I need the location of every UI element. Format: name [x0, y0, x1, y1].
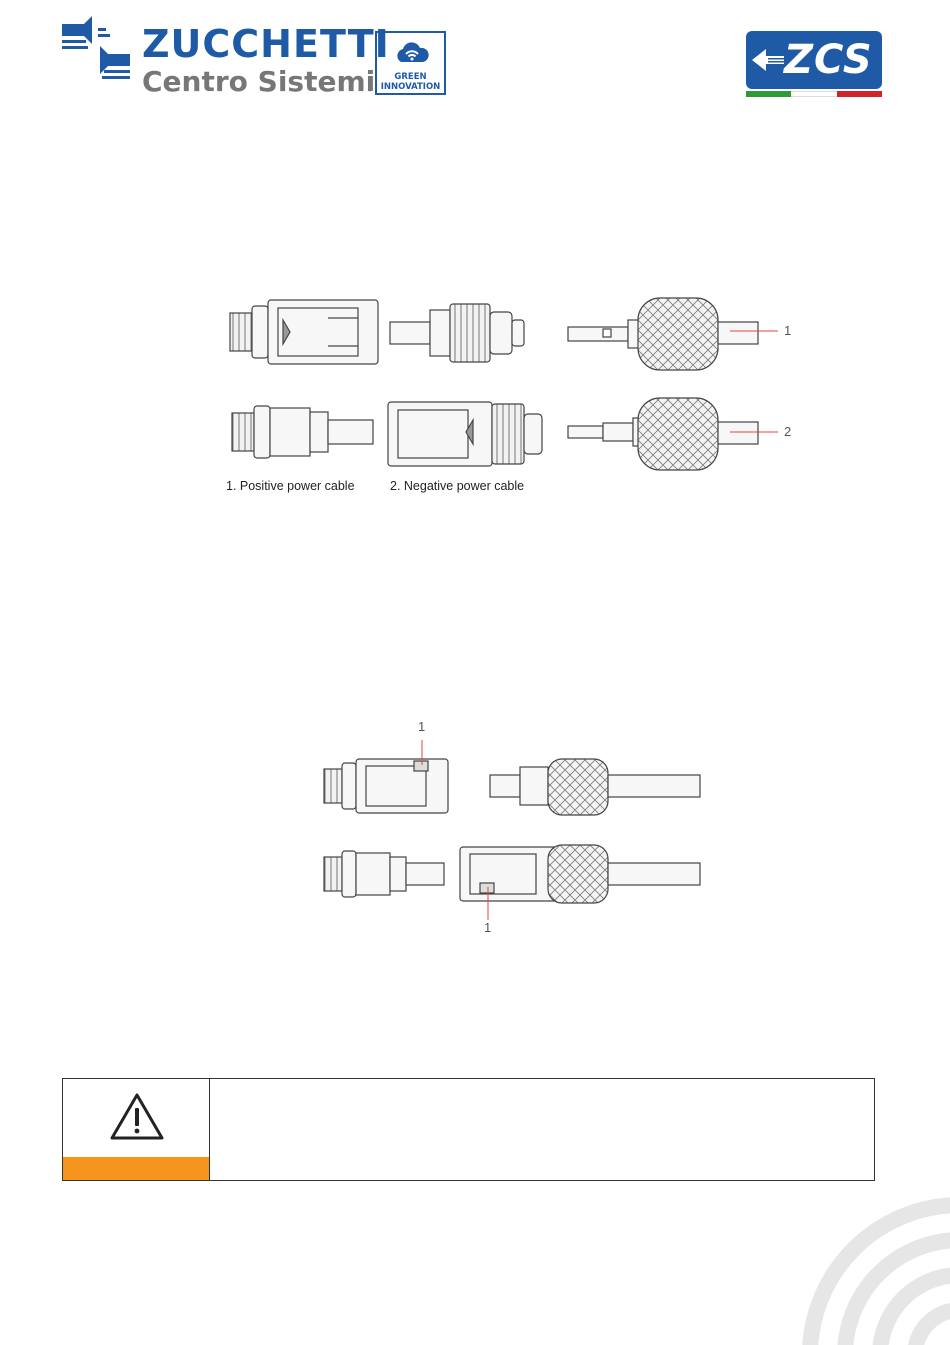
flag-green: [746, 91, 791, 97]
brand-subtitle: Centro Sistemi: [142, 65, 376, 98]
negative-female-housing: [388, 402, 542, 466]
cloud-wifi-icon: [395, 36, 429, 70]
callout-number: 1: [484, 920, 492, 935]
assembled-connectors-drawing: [310, 715, 710, 940]
zucchetti-arrows-icon: [62, 14, 130, 84]
positive-connector-male: [324, 759, 448, 813]
zcs-logo: [746, 31, 882, 98]
decorative-arcs: [790, 1185, 950, 1345]
warning-box: [62, 1078, 875, 1181]
green-innovation-badge: [375, 31, 446, 95]
positive-pin-with-gland: [568, 298, 758, 370]
positive-connector-female: [490, 759, 700, 815]
negative-connector-male: [324, 851, 444, 897]
connector-parts-drawing: [218, 290, 808, 475]
brand-name: ZUCCHETTI: [142, 22, 390, 66]
positive-male-housing: [230, 300, 378, 364]
flag-white: [791, 91, 836, 97]
callout-number: 1: [784, 323, 792, 338]
negative-connector-female: [460, 845, 700, 903]
zcs-logo-box: [746, 31, 882, 89]
flag-red: [837, 91, 882, 97]
connector-parts-figure: [218, 290, 808, 500]
green-label: GREEN: [394, 72, 427, 82]
negative-male-housing: [232, 406, 373, 458]
negative-pin-with-gland: [568, 398, 758, 470]
positive-cable-nut: [390, 304, 524, 362]
warning-icon-cell: [63, 1079, 210, 1180]
callout-number: 1: [418, 719, 426, 734]
innovation-label: INNOVATION: [380, 82, 441, 92]
warning-band: [63, 1157, 209, 1180]
zucchetti-logo: [62, 12, 452, 102]
zcs-logo-text: ZCS: [784, 37, 873, 83]
warning-triangle-icon: [109, 1092, 165, 1142]
callout-number: 2: [784, 424, 792, 439]
caption-positive-cable: 1. Positive power cable: [226, 479, 355, 493]
assembled-connectors-figure: [310, 715, 710, 940]
italian-flag-stripe: [746, 91, 882, 97]
zcs-arrows-icon: [752, 45, 784, 75]
caption-negative-cable: 2. Negative power cable: [390, 479, 525, 493]
